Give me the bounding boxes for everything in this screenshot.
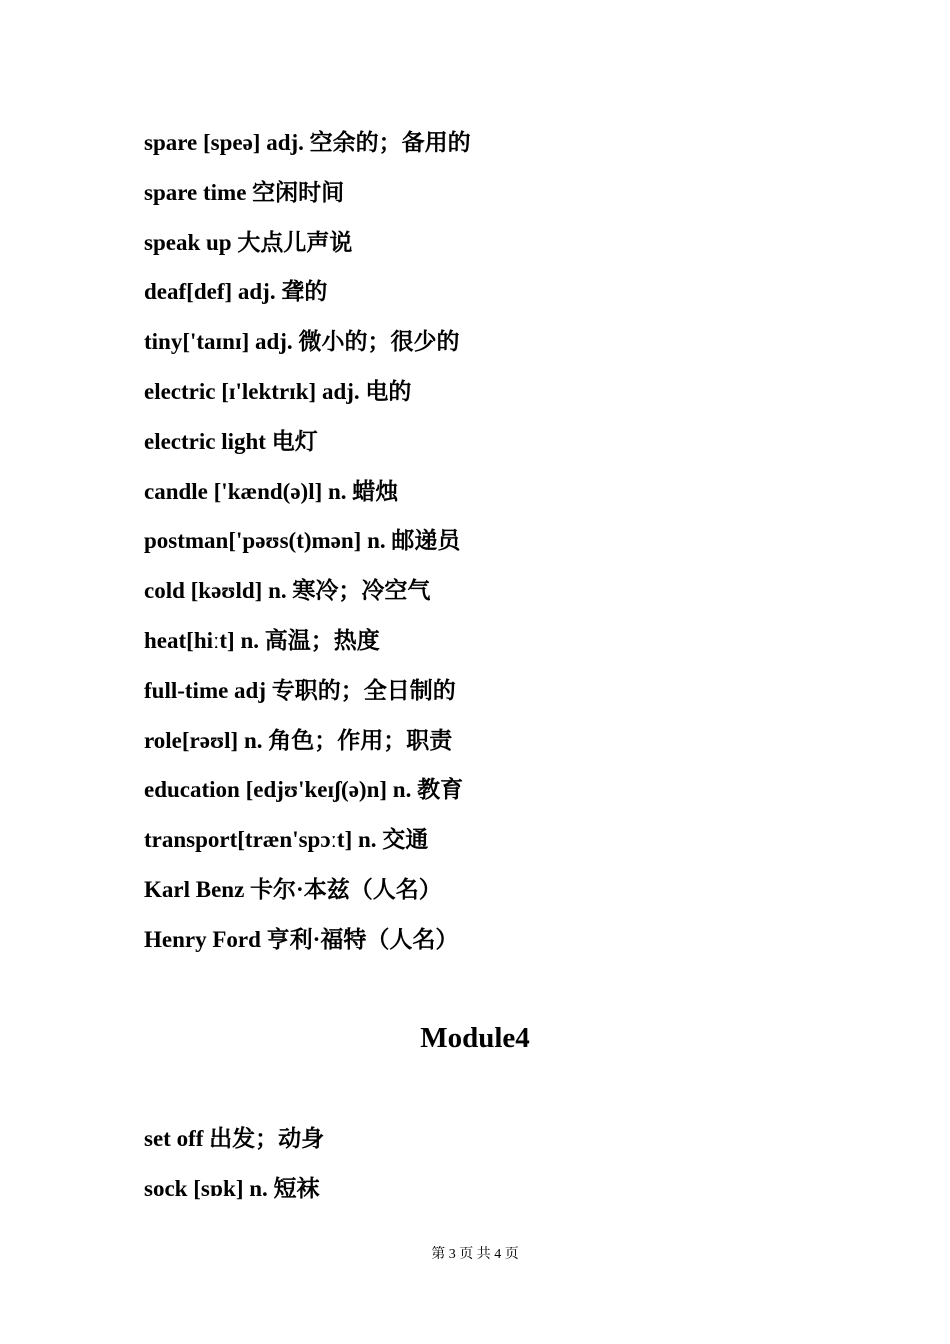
- entry-chinese: 蜡烛: [352, 478, 399, 504]
- vocab-list-module4: [144, 1120, 844, 1220]
- entry-english: heat[hiːt] n.: [144, 627, 259, 653]
- entry-english: speak up: [144, 229, 232, 255]
- vocab-entry-transport: [144, 821, 844, 871]
- vocab-entry-set-off: [144, 1120, 844, 1170]
- entry-english: set off: [144, 1126, 204, 1151]
- vocab-entry-tiny: [144, 323, 844, 373]
- entry-english: spare [speə] adj.: [144, 130, 304, 155]
- vocab-entry-candle: [144, 473, 844, 523]
- entry-chinese: 电的: [365, 378, 412, 404]
- vocab-entry-role: [144, 722, 844, 772]
- vocab-list: [144, 124, 844, 971]
- entry-chinese: 聋的: [281, 279, 328, 305]
- entry-chinese: 空闲时间: [252, 179, 345, 205]
- page-number-footer: 第 3 页 共 4 页: [431, 1247, 519, 1262]
- entry-chinese: 亨利·福特（人名）: [266, 926, 459, 952]
- entry-chinese: 角色；作用；职责: [268, 727, 453, 753]
- entry-chinese: 高温；热度: [264, 627, 380, 653]
- vocab-entry-education: [144, 771, 844, 821]
- entry-chinese: 微小的；很少的: [298, 329, 460, 355]
- entry-english: role[rəʊl] n.: [144, 727, 263, 753]
- vocab-entry-cold: [144, 572, 844, 622]
- entry-english: spare time: [144, 179, 247, 205]
- entry-english: electric light: [144, 428, 266, 454]
- vocab-entry-sock: [144, 1170, 844, 1220]
- entry-chinese: 寒冷；冷空气: [292, 578, 431, 604]
- entry-english: deaf[def] adj.: [144, 279, 276, 305]
- vocab-entry-heat: [144, 622, 844, 672]
- entry-chinese: 教育: [417, 777, 464, 803]
- entry-chinese: 邮递员: [391, 528, 461, 554]
- entry-english: full-time adj: [144, 677, 267, 703]
- entry-english: tiny['taɪnɪ] adj.: [144, 329, 293, 355]
- vocab-entry-electric: [144, 373, 844, 423]
- entry-chinese: 空余的；备用的: [309, 130, 471, 155]
- entry-chinese: 交通: [382, 827, 429, 853]
- vocab-entry-spare-time: [144, 174, 844, 224]
- vocab-entry-electric-light: [144, 423, 844, 473]
- entry-english: Karl Benz: [144, 876, 245, 902]
- vocab-entry-speak-up: [144, 224, 844, 274]
- vocab-entry-deaf: [144, 273, 844, 323]
- entry-english: education [edjʊ'keɪʃ(ə)n] n.: [144, 777, 412, 803]
- vocab-entry-postman: [144, 522, 844, 572]
- entry-chinese: 电灯: [271, 428, 318, 454]
- vocab-entry-karl-benz: [144, 871, 844, 921]
- entry-english: cold [kəʊld] n.: [144, 578, 287, 604]
- vocab-entry-henry-ford: [144, 921, 844, 971]
- entry-chinese: 专职的；全日制的: [271, 677, 456, 703]
- entry-english: postman['pəʊs(t)mən] n.: [144, 528, 386, 554]
- entry-english: candle ['kænd(ə)l] n.: [144, 478, 347, 504]
- entry-chinese: 大点儿声说: [237, 229, 353, 255]
- entry-chinese: 出发；动身: [209, 1126, 325, 1151]
- module-heading: Module4: [420, 1022, 530, 1054]
- entry-english: sock [sɒk] n.: [144, 1175, 268, 1201]
- entry-chinese: 短袜: [273, 1175, 320, 1201]
- vocab-entry-full-time: [144, 672, 844, 722]
- entry-english: Henry Ford: [144, 926, 261, 952]
- vocab-entry-spare: [144, 124, 844, 174]
- entry-english: electric [ɪ'lektrɪk] adj.: [144, 378, 360, 404]
- entry-english: transport[træn'spɔːt] n.: [144, 827, 377, 853]
- entry-chinese: 卡尔·本兹（人名）: [250, 876, 442, 902]
